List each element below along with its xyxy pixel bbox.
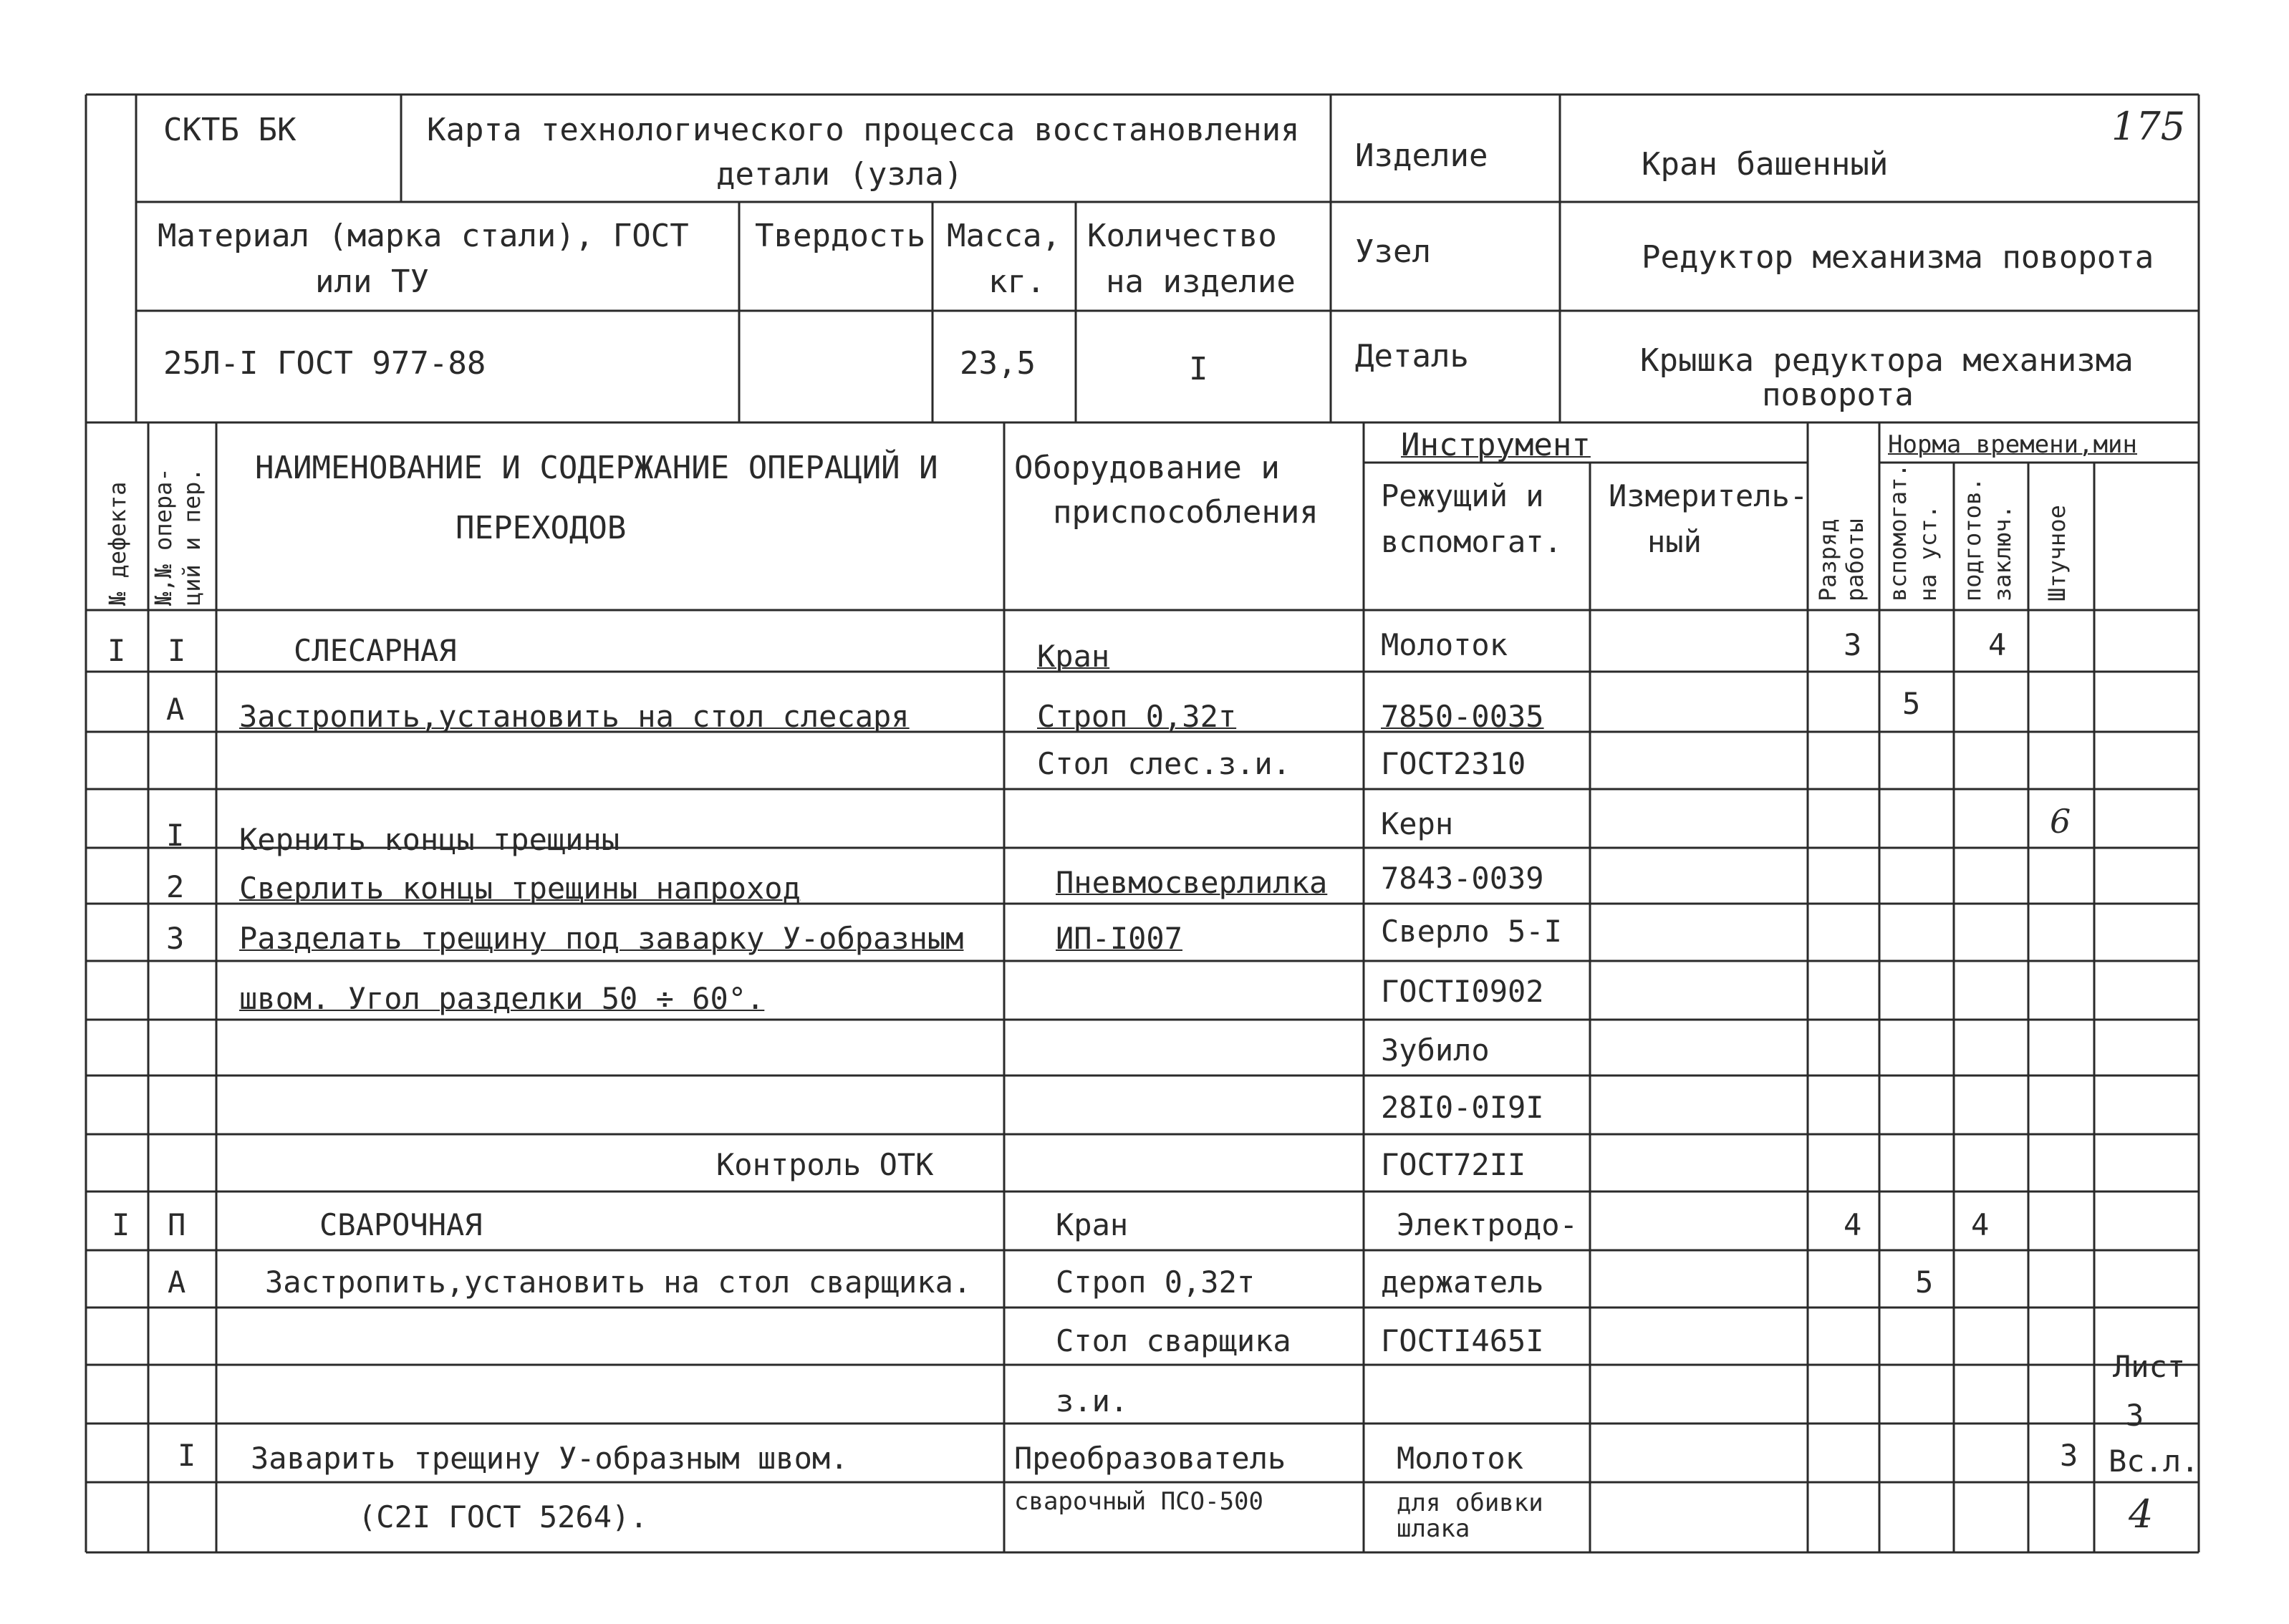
cell-tool: 7850-0035 xyxy=(1381,699,1544,734)
material-value: 25Л-I ГОСТ 977-88 xyxy=(163,345,486,382)
cell-equip: з.и. xyxy=(1056,1383,1129,1418)
cell-equip: Строп 0,32т xyxy=(1056,1265,1256,1300)
cell-grade: 3 xyxy=(1844,627,1862,662)
mass-value: 23,5 xyxy=(960,345,1036,382)
unit-value: Редуктор механизма поворота xyxy=(1642,239,2154,276)
cell-equip: Кран xyxy=(1056,1207,1129,1242)
cell-equip: Строп 0,32т xyxy=(1037,699,1237,734)
qty-label-line2: на изделие xyxy=(1106,264,1296,300)
cell-prep: 4 xyxy=(1988,627,2007,662)
material-label-line2: или ТУ xyxy=(315,264,429,300)
cell-tool: Зубило xyxy=(1381,1033,1490,1068)
cell-aux: 5 xyxy=(1902,686,1921,721)
cell-op: I xyxy=(166,818,185,853)
col-equipment-line2: приспособления xyxy=(1053,494,1319,531)
cell-name: Сверлить концы трещины напроход xyxy=(239,871,801,906)
product-label: Изделие xyxy=(1355,137,1488,174)
cell-piece: 6 xyxy=(2050,802,2071,841)
cell-piece: 3 xyxy=(2060,1438,2078,1473)
cell-equip: Преобразователь xyxy=(1014,1441,1286,1476)
cell-tool: Керн xyxy=(1381,806,1454,841)
cell-op: А xyxy=(168,1265,186,1300)
cell-defect: I xyxy=(107,633,126,668)
col-tool-meas-line2: ный xyxy=(1647,524,1702,559)
cell-equip: Стол сварщика xyxy=(1056,1323,1291,1358)
col-defect-no: № дефекта xyxy=(104,481,131,606)
mass-label-line1: Масса, xyxy=(947,218,1061,254)
col-time-group: Норма времени,мин xyxy=(1888,430,2137,459)
col-op-no-line2: ций и пер. xyxy=(178,468,206,606)
col-equipment-line1: Оборудование и xyxy=(1014,450,1280,486)
sheet-total: 4 xyxy=(2129,1492,2154,1537)
cell-tool: 7843-0039 xyxy=(1381,861,1544,896)
cell-name: Кернить концы трещины xyxy=(239,822,620,857)
col-grade-line1: Разряд xyxy=(1814,518,1841,601)
cell-tool: Сверло 5-I xyxy=(1381,914,1562,949)
cell-name: швом. Угол разделки 50 ÷ 60°. xyxy=(239,981,765,1016)
unit-label: Узел xyxy=(1355,233,1431,270)
cell-tool: 28I0-0I9I xyxy=(1381,1090,1544,1125)
cell-op: П xyxy=(168,1207,186,1242)
col-grade-line2: работы xyxy=(1841,518,1869,601)
cell-name: Заварить трещину У-образным швом. xyxy=(251,1441,849,1476)
col-aux-line2: на уст. xyxy=(1914,505,1942,601)
cell-tool: ГОСТ2310 xyxy=(1381,746,1526,781)
cell-tool: ГОСТI465I xyxy=(1381,1323,1544,1358)
cell-name: Разделать трещину под заварку У-образным xyxy=(239,921,964,956)
col-op-no-line1: №,№ опера- xyxy=(150,468,177,606)
col-tool-meas-line1: Измеритель- xyxy=(1609,478,1808,513)
cell-name: (С2I ГОСТ 5264). xyxy=(358,1499,648,1534)
cell-name: СЛЕСАРНАЯ xyxy=(294,633,457,668)
col-op-name-line2: ПЕРЕХОДОВ xyxy=(456,510,627,546)
col-aux-line1: вспомогат. xyxy=(1884,463,1912,601)
cell-tool: ГОСТ72II xyxy=(1381,1147,1526,1182)
card-title-line1: Карта технологического процесса восстановления xyxy=(427,112,1300,148)
cell-op: 2 xyxy=(166,869,185,904)
part-label: Деталь xyxy=(1355,338,1469,374)
hardness-label: Твердость xyxy=(755,218,926,254)
cell-name: Застропить,установить на стол слесаря xyxy=(239,699,910,734)
cell-tool: держатель xyxy=(1381,1265,1544,1300)
cell-op: I xyxy=(168,633,186,668)
cell-prep: 4 xyxy=(1971,1207,1990,1242)
cell-equip: Пневмосверлилка xyxy=(1056,865,1328,900)
col-op-name-line1: НАИМЕНОВАНИЕ И СОДЕРЖАНИЕ ОПЕРАЦИЙ И xyxy=(255,450,938,486)
cell-equip: Кран xyxy=(1037,639,1110,674)
part-value-line2: поворота xyxy=(1762,377,1914,413)
cell-aux: 5 xyxy=(1915,1265,1934,1300)
cell-op: А xyxy=(166,692,185,727)
cell-equip: сварочный ПСО-500 xyxy=(1014,1487,1263,1516)
cell-grade: 4 xyxy=(1844,1207,1862,1242)
col-tool-cut-line1: Режущий и xyxy=(1381,478,1544,513)
sheet-number: 3 xyxy=(2126,1398,2144,1433)
col-piece: Штучное xyxy=(2043,505,2071,601)
col-prep-line2: заключ. xyxy=(1989,505,2016,601)
sheet-total-label: Вс.л. xyxy=(2109,1444,2199,1479)
qty-value: I xyxy=(1189,351,1208,387)
part-value-line1: Крышка редуктора механизма xyxy=(1640,342,2134,379)
col-prep-line1: подготов. xyxy=(1959,477,1986,601)
cell-tool: для обивки шлака xyxy=(1397,1489,1543,1543)
cell-equip: Стол слес.з.и. xyxy=(1037,746,1291,781)
org-name: СКТБ БК xyxy=(163,112,297,148)
cell-op: 3 xyxy=(166,921,185,956)
cell-equip: ИП-I007 xyxy=(1056,921,1183,956)
mass-label-line2: кг. xyxy=(988,264,1046,300)
material-label-line1: Материал (марка стали), ГОСТ xyxy=(158,218,689,254)
cell-name: Контроль ОТК xyxy=(716,1147,934,1182)
card-title-line2: детали (узла) xyxy=(716,156,963,193)
cell-name: Застропить,установить на стол сварщика. xyxy=(265,1265,972,1300)
cell-name: СВАРОЧНАЯ xyxy=(319,1207,483,1242)
cell-tool: Молоток xyxy=(1397,1441,1524,1476)
cell-tool: Молоток xyxy=(1381,627,1508,662)
page-number: 175 xyxy=(2111,104,2186,149)
col-tool-cut-line2: вспомогат. xyxy=(1381,524,1562,559)
qty-label-line1: Количество xyxy=(1087,218,1277,254)
product-value: Кран башенный xyxy=(1642,146,1889,183)
cell-tool: ГОСТI0902 xyxy=(1381,974,1544,1009)
cell-defect: I xyxy=(112,1207,130,1242)
cell-op: I xyxy=(178,1438,196,1473)
col-tool-group: Инструмент xyxy=(1401,427,1591,463)
cell-tool: Электродо- xyxy=(1397,1207,1578,1242)
sheet-label: Лист xyxy=(2113,1349,2186,1384)
